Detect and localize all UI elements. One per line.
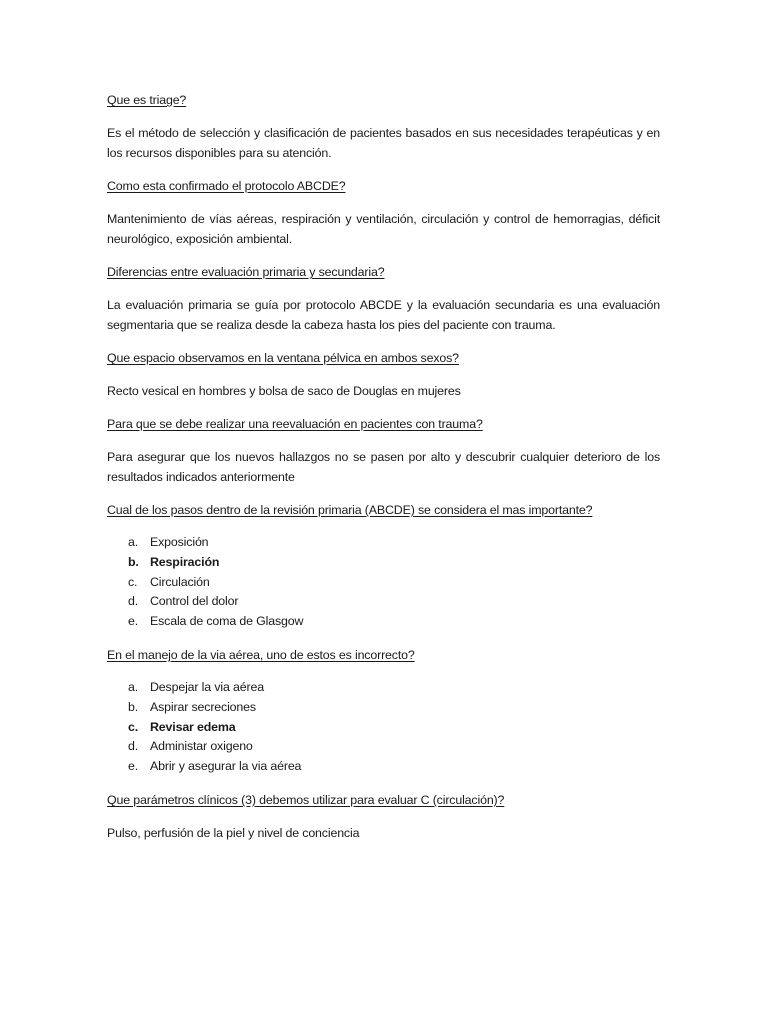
list-item [107, 698, 660, 718]
document-page [107, 90, 660, 856]
question-pelvic-window: Que espacio observamos en la ventana pélvica en ambos sexos? [107, 351, 459, 365]
question-abcde-protocol: Como esta confirmado el protocolo ABCDE? [107, 179, 346, 193]
option-text: Escala de coma de Glasgow [150, 614, 304, 629]
option-text: Administar oxigeno [150, 739, 253, 754]
answer-primary-secondary: La evaluación primaria se guía por protocolo ABCDE y la evaluación secundaria es una evaluación segmentaria que se realiza desde la cabeza hasta los pies del paciente con trauma. [107, 298, 660, 332]
option-letter: a. [128, 535, 139, 549]
option-text: Aspirar secreciones [150, 699, 256, 714]
option-text: Circulación [150, 574, 210, 589]
option-letter: e. [128, 759, 139, 774]
option-text: Revisar edema [150, 719, 236, 734]
question-circulation-parameters: Que parámetros clínicos (3) debemos utilizar para evaluar C (circulación)? [107, 792, 505, 807]
list-item [107, 757, 660, 777]
option-text: Control del dolor [150, 594, 239, 609]
option-letter: c. [128, 574, 138, 589]
option-text: Despejar la via aérea [150, 679, 264, 694]
answer-circulation-parameters: Pulso, perfusión de la piel y nivel de conciencia [107, 825, 360, 840]
answer-reevaluation: Para asegurar que los nuevos hallazgos no se pasen por alto y descubrir cualquier deterioro de los resultados indicados anteriormente [107, 450, 660, 484]
option-text: Abrir y asegurar la via aérea [150, 759, 302, 774]
question-primary-secondary: Diferencias entre evaluación primaria y secundaria? [107, 265, 385, 279]
option-letter: a. [128, 679, 139, 694]
list-item [107, 678, 660, 698]
answer-triage: Es el método de selección y clasificación de pacientes basados en sus necesidades terapéuticas y en los recursos disponibles para su atención. [107, 126, 660, 160]
options-most-important-step [107, 533, 660, 632]
list-item-selected [107, 718, 660, 738]
list-item [107, 592, 660, 612]
list-item [107, 533, 660, 553]
question-most-important-step: Cual de los pasos dentro de la revisión primaria (ABCDE) se considera el mas importante? [107, 503, 593, 517]
option-text: Respiración [150, 554, 220, 569]
option-text: Exposición [150, 535, 209, 549]
list-item [107, 737, 660, 757]
question-triage: Que es triage? [107, 93, 187, 107]
options-airway-incorrect [107, 678, 660, 777]
option-letter: d. [128, 739, 139, 754]
question-reevaluation: Para que se debe realizar una reevaluación en pacientes con trauma? [107, 417, 483, 431]
option-letter: e. [128, 614, 139, 629]
list-item-selected [107, 553, 660, 573]
option-letter: b. [128, 554, 139, 569]
list-item [107, 612, 660, 632]
option-letter: d. [128, 594, 139, 609]
option-letter: b. [128, 699, 139, 714]
answer-pelvic-window: Recto vesical en hombres y bolsa de saco de Douglas en mujeres [107, 384, 461, 398]
list-item [107, 573, 660, 593]
question-airway-incorrect: En el manejo de la via aérea, uno de estos es incorrecto? [107, 647, 415, 662]
option-letter: c. [128, 719, 139, 734]
answer-abcde-protocol: Mantenimiento de vías aéreas, respiración y ventilación, circulación y control de hemorragias, déficit neurológico, exposición ambiental. [107, 212, 660, 246]
